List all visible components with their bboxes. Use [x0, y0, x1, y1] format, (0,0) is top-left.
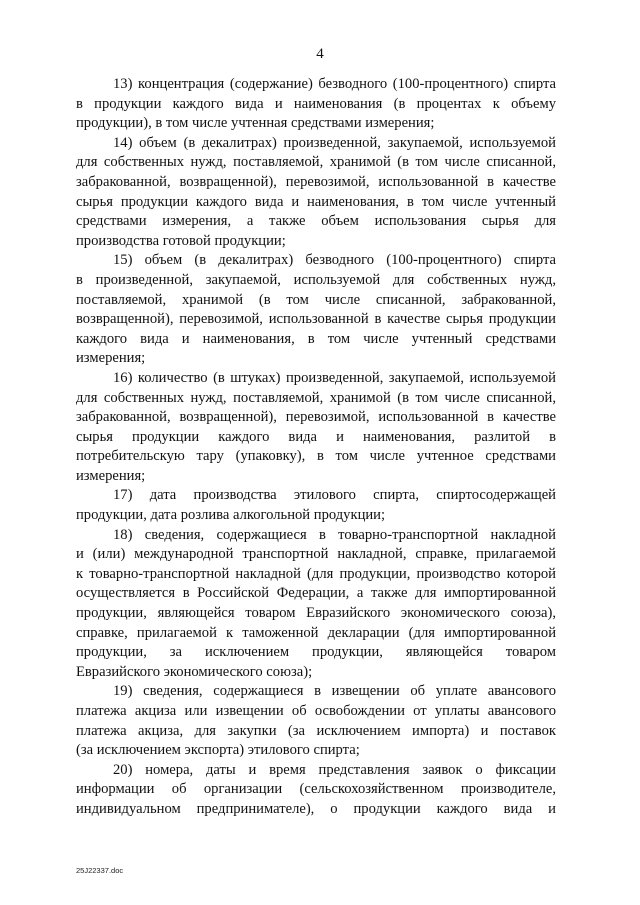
document-body	[76, 75, 556, 820]
text-line: производства готовой продукции;	[76, 232, 286, 249]
text-line: каждого вида и наименования, в том числе учтенный средствами	[76, 330, 556, 347]
text-line: 16) количество (в штуках) произведенной, закупаемой, используемой	[113, 369, 556, 386]
text-line: платежа акциза, для закупки (за исключением импорта) и поставок	[76, 722, 556, 739]
text-line: продукции, являющейся товаром Евразийского экономического союза),	[76, 605, 556, 622]
text-line: к товарно-транспортной накладной (для продукции, производство которой	[76, 565, 556, 582]
text-line: продукции), в том числе учтенная средствами измерения;	[76, 115, 435, 132]
text-line: забракованной, возвращенной), перевозимой, использованной в качестве	[76, 173, 556, 190]
text-line: платежа акциза или извещении об освобождении от уплаты авансового	[76, 703, 556, 719]
text-line: возвращенной), перевозимой, использованной в качестве сырья продукции	[76, 311, 556, 328]
text-line: 20) номера, даты и время представления заявок о фиксации	[113, 761, 556, 778]
text-line: информации об организации (сельскохозяйственном производителе,	[76, 781, 556, 798]
text-line: в произведенной, закупаемой, используемой для собственных нужд,	[76, 271, 556, 288]
text-line: средствами измерения, а также объем использования сырья для	[76, 213, 556, 230]
text-line: 15) объем (в декалитрах) безводного (100-процентного) спирта	[113, 252, 556, 269]
text-line: в продукции каждого вида и наименования (в процентах к объему	[76, 95, 556, 112]
text-line: поставляемой, хранимой (в том числе списанной, забракованной,	[76, 291, 556, 308]
text-line: осуществляется в Российской Федерации, а также для импортированной	[76, 585, 556, 602]
text-line: и (или) международной транспортной накладной, справке, прилагаемой	[76, 546, 556, 563]
text-line: (за исключением экспорта) этилового спирта;	[76, 742, 360, 759]
text-line: 17) дата производства этилового спирта, спиртосодержащей	[113, 487, 556, 504]
text-line: сырья продукции каждого вида и наименования, в том числе учтенный	[76, 193, 556, 210]
text-line: индивидуальном предпринимателе), о продукции каждого вида и	[76, 800, 556, 817]
text-line: сырья продукции каждого вида и наименования, разлитой в	[76, 428, 556, 445]
text-line: измерения;	[76, 467, 146, 484]
page-number: 4	[316, 46, 324, 62]
text-line: потребительскую тару (упаковку), в том числе учтенное средствами	[76, 448, 556, 465]
text-line: измерения;	[76, 350, 146, 367]
text-line: забракованной, возвращенной), перевозимой, использованной в качестве	[76, 409, 556, 426]
text-line: 13) концентрация (содержание) безводного (100-процентного) спирта	[113, 76, 556, 92]
text-line: 18) сведения, содержащиеся в товарно-транспортной накладной	[113, 526, 556, 543]
file-name-footer: 25J22337.doc	[76, 866, 124, 875]
text-line: продукции, дата розлива алкогольной продукции;	[76, 507, 386, 524]
text-line: 19) сведения, содержащиеся в извещении об уплате авансового	[113, 683, 556, 700]
text-line: для собственных нужд, поставляемой, хранимой (в том числе списанной,	[76, 154, 556, 171]
text-line: Евразийского экономического союза);	[76, 663, 313, 680]
text-line: продукции, за исключением продукции, являющейся товаром	[76, 644, 556, 661]
text-line: 14) объем (в декалитрах) произведенной, закупаемой, используемой	[113, 134, 556, 151]
text-line: справке, прилагаемой к таможенной декларации (для импортированной	[76, 624, 556, 641]
text-line: для собственных нужд, поставляемой, хранимой (в том числе списанной,	[76, 389, 556, 406]
